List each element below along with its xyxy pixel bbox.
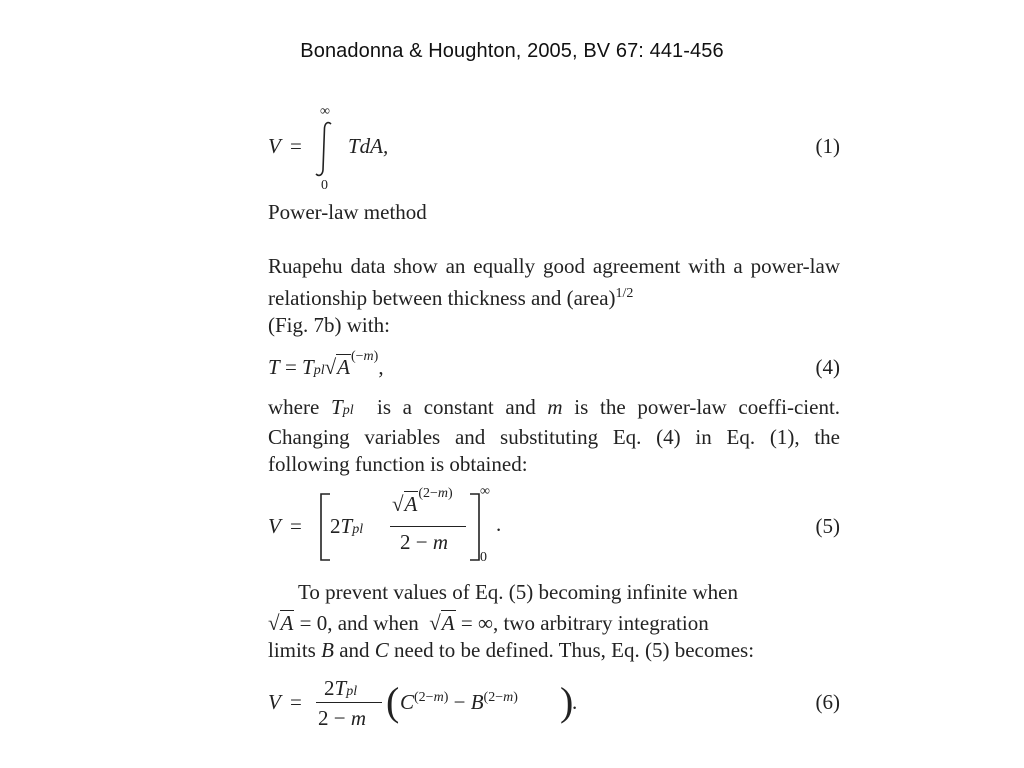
paragraph-1-superscript: 1/2 <box>615 286 634 301</box>
paragraph-1-end: (Fig. 7b) with: <box>268 313 390 337</box>
paragraph-2-m: m <box>547 395 563 419</box>
eq1-equals: = <box>290 134 302 158</box>
eq1-lower-limit: 0 <box>321 178 328 193</box>
equation-5: V = 2Tpl $√A^{(2-m)}$ 2 − m ∞ 0 . (5) <box>268 484 840 565</box>
paragraph-3: To prevent values of Eq. (5) becoming infinite when <box>298 580 738 604</box>
eq1-number: (1) <box>815 134 840 158</box>
paragraph-2: where Tpl is a constant and m is the power-law coeffi-cient. Changing variables and substituting Eq. (4) in Eq. (1), the following function is obtained: <box>268 395 841 476</box>
eq4-formula: $T = Tpl√A^{(-m)}$, <box>268 349 384 379</box>
equation-1 <box>268 100 840 195</box>
eq1-lhs: V <box>268 134 281 158</box>
section-title: Power-law method <box>268 200 427 224</box>
eq5-number: (5) <box>815 514 840 538</box>
paragraph-2-constant: is a constant and <box>376 395 536 419</box>
paragraph-3-line-3: limits B and C need to be defined. Thus, Eq. (5) becomes: <box>268 638 755 662</box>
equation-4 <box>268 345 840 385</box>
eq1-integrand: TdA, <box>348 134 389 158</box>
citation-header: Bonadonna & Houghton, 2005, BV 67: 441-456 <box>300 40 724 62</box>
paragraph-1 <box>268 253 840 339</box>
paragraph-2-rest: is the power-law coeffi-cient. Changing variables and substituting Eq. (4) in Eq. (1), the following function is obtained: <box>268 395 841 476</box>
integral-sign <box>312 120 336 178</box>
eq6-number: (6) <box>815 690 840 714</box>
equation-6: V = 2Tpl 2 − m ( $C^{(2-m)} - B^{(2-m)}$ ) . (6) <box>268 676 840 730</box>
paragraph-3-line-2: √A = 0, and when √A = ∞, two arbitrary integration <box>268 611 709 635</box>
paragraph-1-text: Ruapehu data show an equally good agreement with a power-law relationship between thickness and (area) <box>268 254 840 310</box>
eq4-number: (4) <box>815 355 840 379</box>
paragraph-2-where: where <box>268 395 320 419</box>
eq1-upper-limit: ∞ <box>320 104 330 119</box>
sqrt-a: √A <box>324 355 350 379</box>
